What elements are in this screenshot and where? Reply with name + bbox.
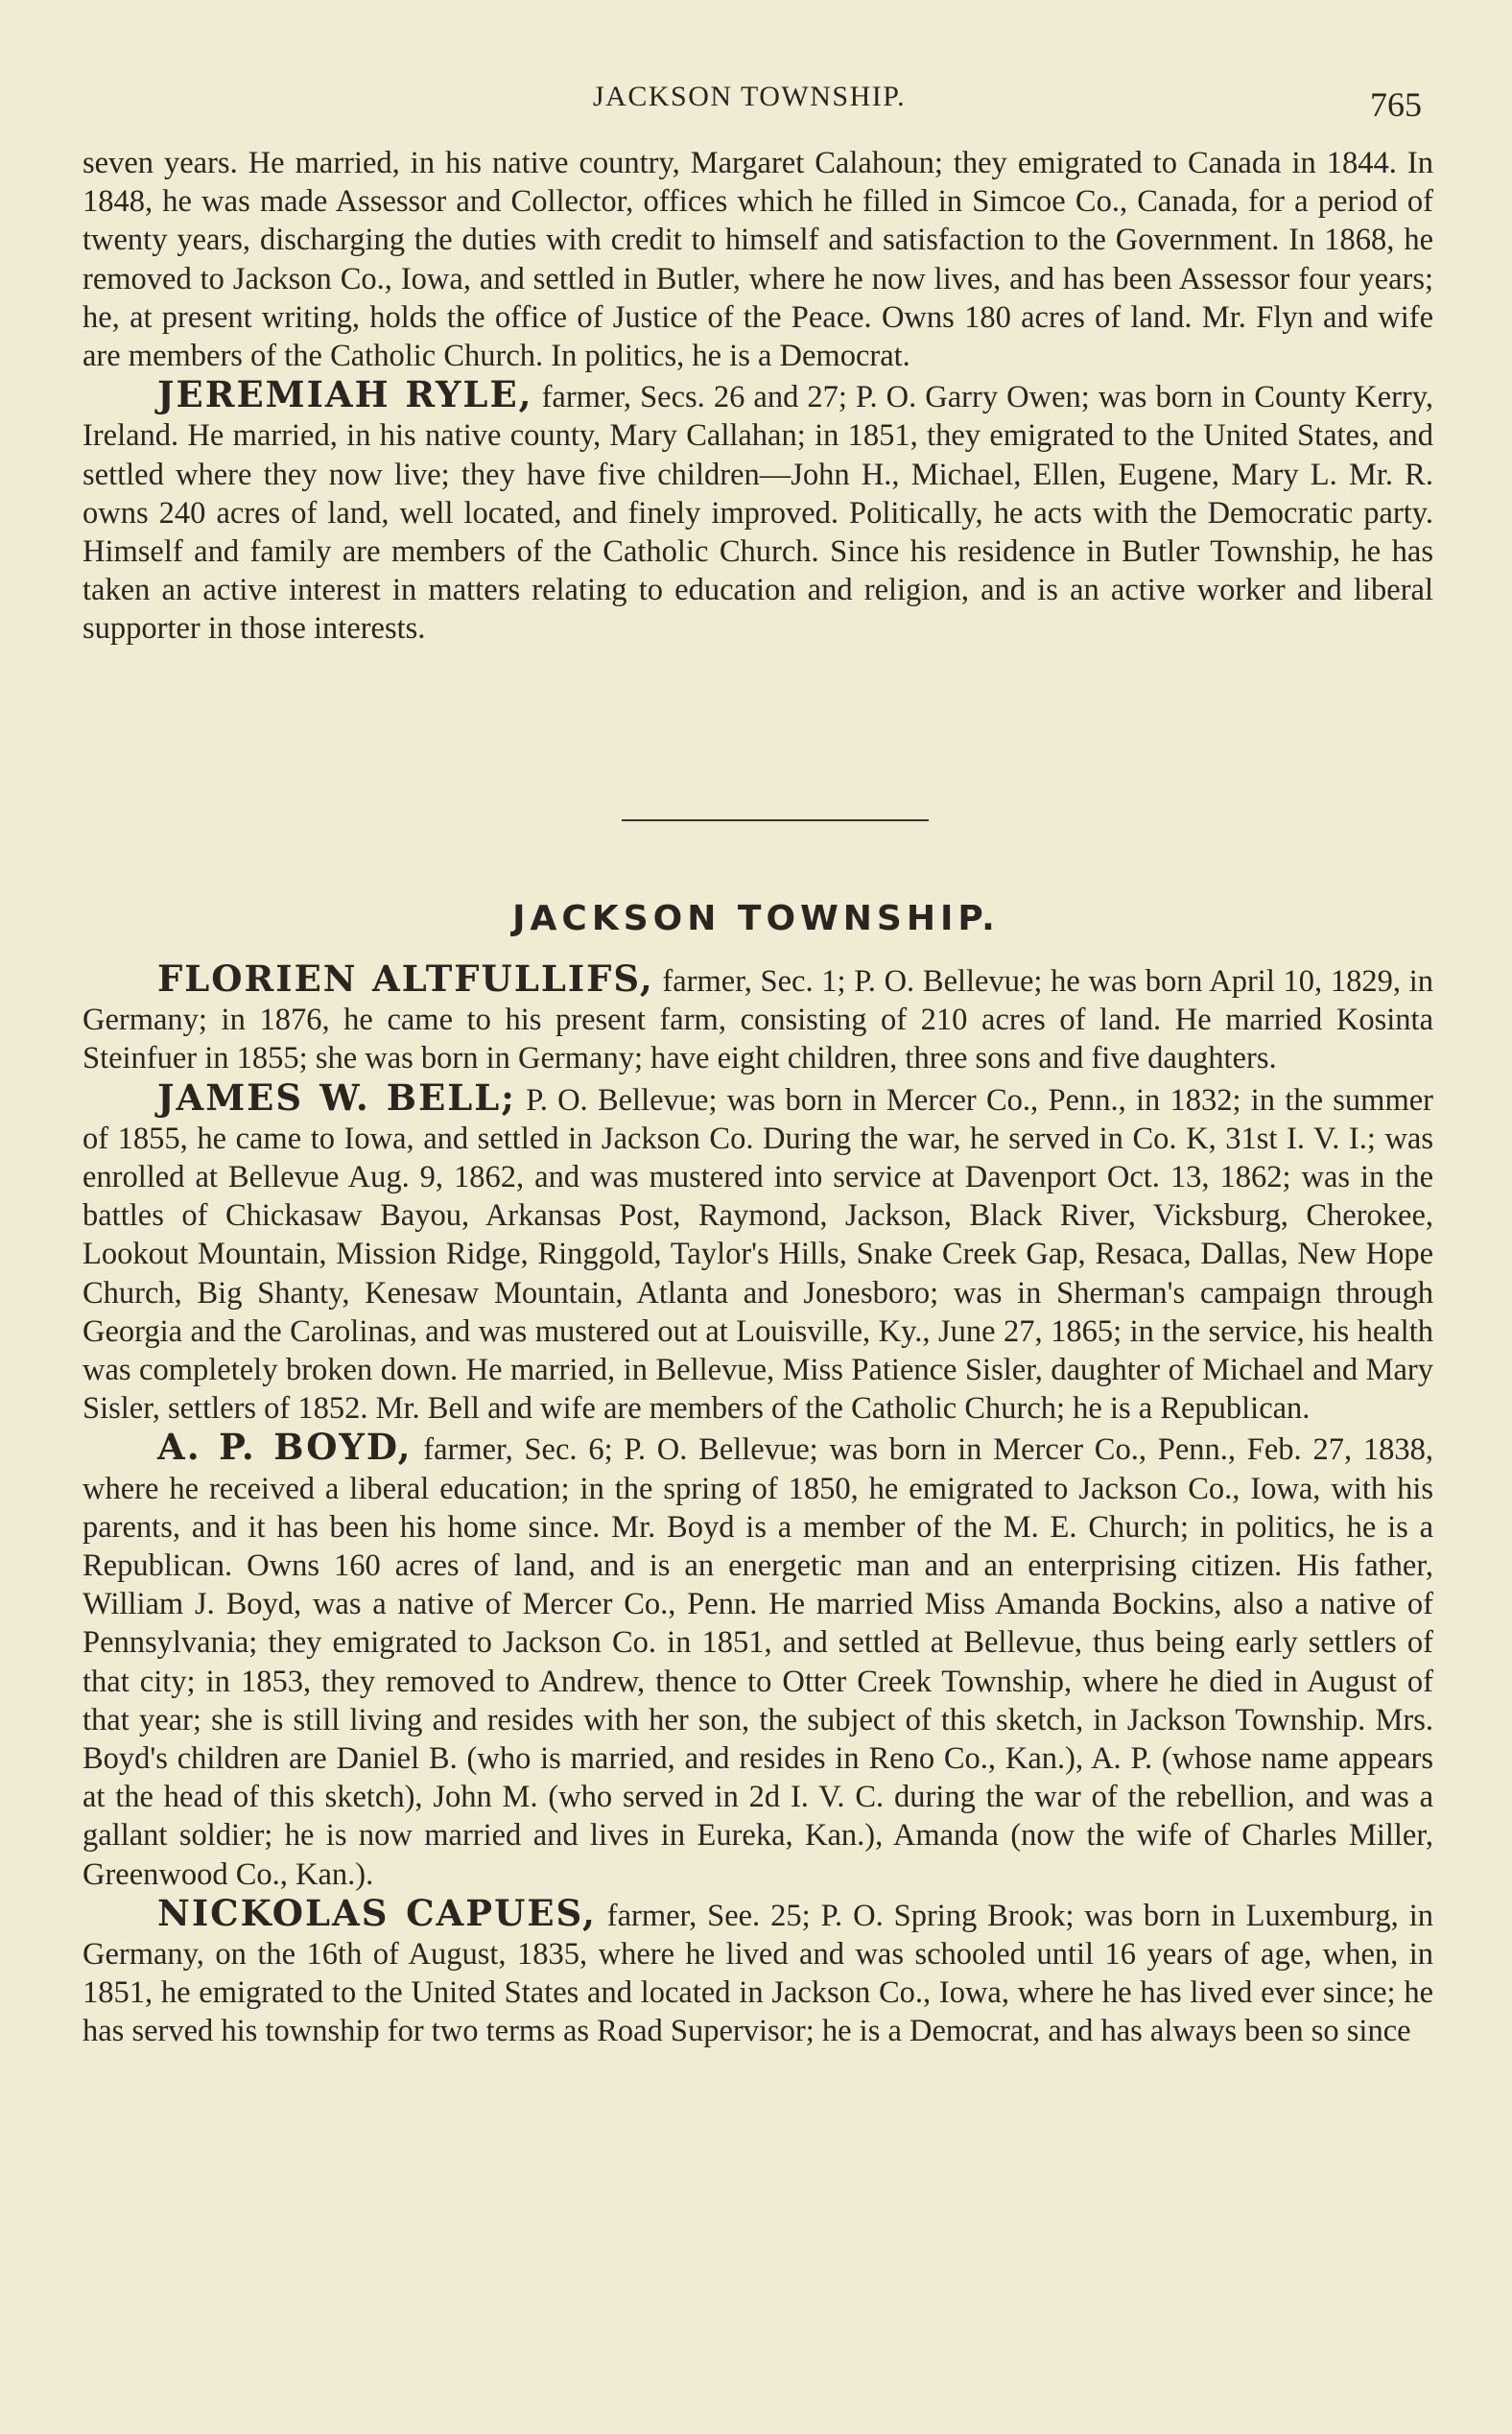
- body-text-top: [83, 144, 1433, 649]
- biography-entry-bell: [83, 1075, 1433, 1429]
- entry-text: farmer, See. 25; P. O. Spring Brook; was born in Luxemburg, in Germany, on the 16th of August, 1835, where he lived and was schooled until 16 years of age, when, in 1851, he emigrated to the United States and located in Jackson Co., Iowa, where he has lived ever since; he has served his township for two terms as Road Supervisor; he is a Democrat, and has always been so since: [83, 1898, 1434, 2049]
- section-heading: JACKSON TOWNSHIP.: [512, 899, 1000, 938]
- biography-entry-ryle: [83, 375, 1433, 648]
- biography-entry-capues: [83, 1891, 1434, 2051]
- section-divider: [622, 819, 929, 821]
- entry-name: JAMES W. BELL;: [157, 1075, 516, 1119]
- entry-name: A. P. BOYD,: [157, 1426, 413, 1469]
- entry-name: JEREMIAH RYLE,: [157, 373, 533, 416]
- biography-entry-altfullifs: [83, 959, 1433, 1078]
- entry-text: P. O. Bellevue; was born in Mercer Co., Penn., in 1832; in the summer of 1855, he came to Iowa, and settled in Jackson Co. During the war, he served in Co. K, 31st I. V. I.; was enrolled at Bellevue Aug. 9, 1862, and was mustered into service at Davenport Oct. 13, 1862; was in the battles of Chickasaw Bayou, Arkansas Post, Raymond, Jackson, Black River, Vicksburg, Cherokee, Lookout Mountain, Mission Ridge, Ringgold, Taylor's Hills, Snake Creek Gap, Resaca, Dallas, New Hope Church, Big Shanty, Kenesaw Mountain, Atlanta and Jonesboro; was in Sherman's campaign through Georgia and the Carolinas, and was mustered out at Louisville, Ky., June 27, 1865; in the service, his health was completely broken down. He married, in Bellevue, Miss Patience Sisler, daughter of Michael and Mary Sisler, settlers of 1852. Mr. Bell and wife are members of the Catholic Church; he is a Republican.: [83, 1082, 1433, 1427]
- page-number: 765: [1370, 85, 1422, 124]
- biography-entry-boyd: [83, 1428, 1433, 1893]
- continued-entry: seven years. He married, in his native country, Margaret Calahoun; they emigrated to Canada in 1844. In 1848, he was made Assessor and Collector, offices which he filled in Simcoe Co., Canada, for a period of twenty years, discharging the duties with credit to himself and satisfaction to the Government. In 1868, he removed to Jackson Co., Iowa, and settled in Butler, where he now lives, and has been Assessor four years; he, at present writing, holds the office of Justice of the Peace. Owns 180 acres of land. Mr. Flyn and wife are members of the Catholic Church. In politics, he is a Democrat.: [83, 146, 1433, 374]
- entry-name: NICKOLAS CAPUES,: [157, 1891, 597, 1934]
- entry-text: farmer, Sec. 1; P. O. Bellevue; he was born April 10, 1829, in Germany; in 1876, he came to his present farm, consisting of 210 acres of land. He married Kosinta Steinfuer in 1855; she was born in Germany; have eight children, three sons and five daughters.: [83, 964, 1433, 1076]
- entry-text: farmer, Sec. 6; P. O. Bellevue; was born in Mercer Co., Penn., Feb. 27, 1838, where he received a liberal education; in the spring of 1850, he emigrated to Jackson Co., Iowa, with his parents, and it has been his home since. Mr. Boyd is a member of the M. E. Church; in politics, he is a Republican. Owns 160 acres of land, and is an energetic man and an enterprising citizen. His father, William J. Boyd, was a native of Mercer Co., Penn. He married Miss Amanda Bockins, also a native of Pennsylvania; they emigrated to Jackson Co. in 1851, and settled at Bellevue, thus being early settlers of that city; in 1853, they removed to Andrew, thence to Otter Creek Township, where he died in August of that year; she is still living and resides with her son, the subject of this sketch, in Jackson Township. Mrs. Boyd's children are Daniel B. (who is married, and resides in Reno Co., Kan.), A. P. (whose name appears at the head of this sketch), John M. (who served in 2d I. V. C. during the war of the rebellion, and was a gallant soldier; he is now married and lives in Eureka, Kan.), Amanda (now the wife of Charles Miller, Greenwood Co., Kan.).: [83, 1432, 1433, 1892]
- body-text-section: [83, 959, 1433, 2051]
- running-head: [0, 77, 1512, 125]
- running-title: JACKSON TOWNSHIP.: [593, 81, 907, 112]
- entry-text: farmer, Secs. 26 and 27; P. O. Garry Owen; was born in County Kerry, Ireland. He married, in his native county, Mary Callahan; in 1851, they emigrated to the United States, and settled where they now live; they have five children—John H., Michael, Ellen, Eugene, Mary L. Mr. R. owns 240 acres of land, well located, and finely improved. Politically, he acts with the Democratic party. Himself and family are members of the Catholic Church. Since his residence in Butler Township, he has taken an active interest in matters relating to education and religion, and is an active worker and liberal supporter in those interests.: [83, 380, 1433, 647]
- entry-name: FLORIEN ALTFULLIFS,: [157, 957, 654, 1000]
